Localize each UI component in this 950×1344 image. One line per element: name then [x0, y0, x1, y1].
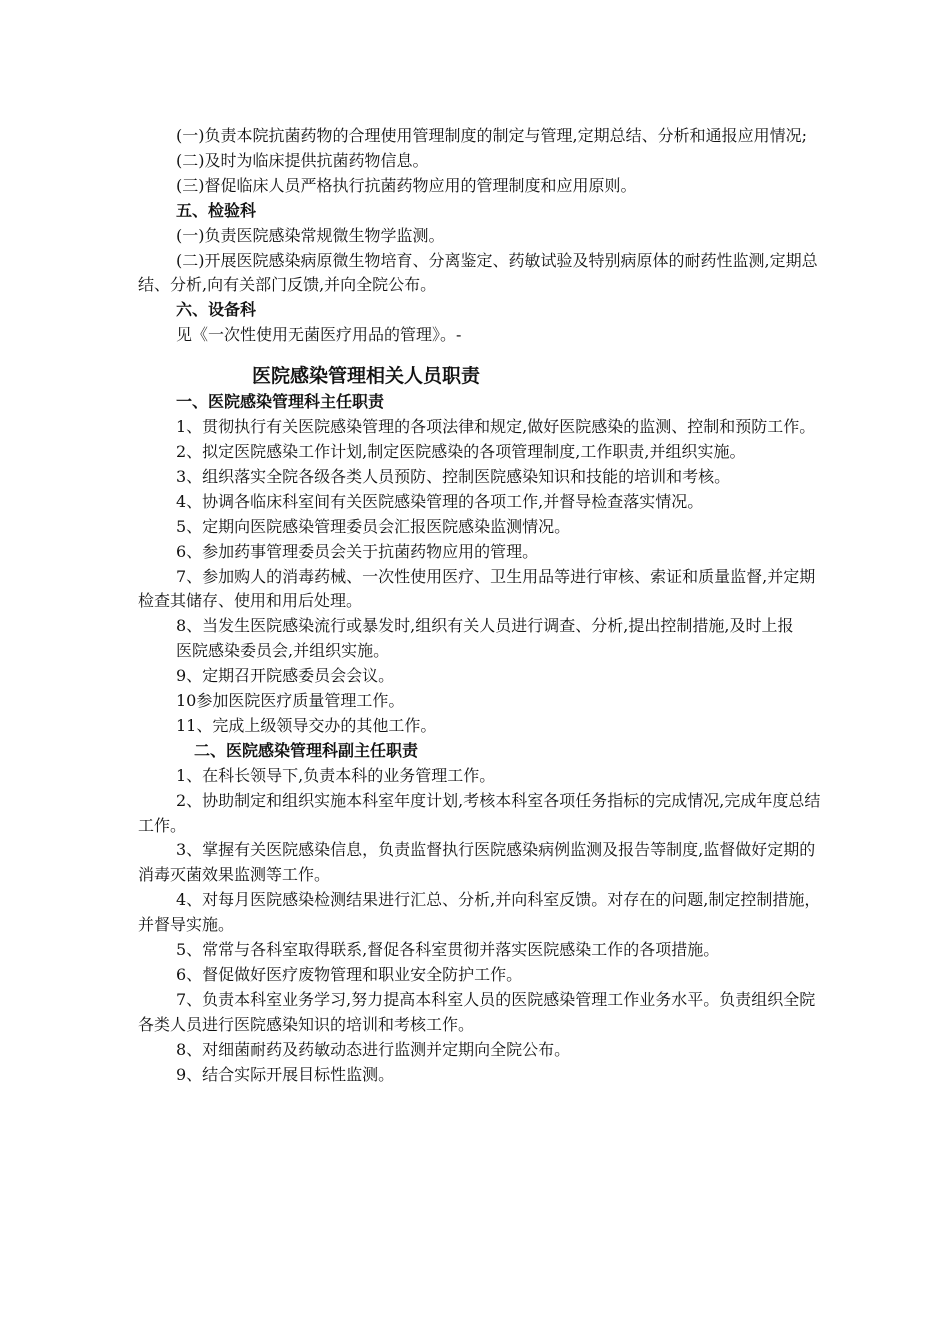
equipment-heading: 六、设备科 [176, 300, 257, 320]
deputy-item-3: 3、掌握有关医院感染信息，负责监督执行医院感染病例监测及报告等制度,监督做好定期的消毒灭菌效果监测等工作。 [138, 840, 816, 885]
deputy-item-9: 9、结合实际开展目标性监测。 [176, 1064, 395, 1084]
deputy-item-8: 8、对细菌耐药及药敏动态进行监测并定期向全院公布。 [176, 1039, 571, 1059]
director-item-7: 7、参加购人的消毒药械、一次性使用医疗、卫生用品等进行审核、索证和质量监督,并定期检查其储存、使用和用后处理。 [138, 566, 816, 611]
director-item-2: 2、拟定医院感染工作计划,制定医院感染的各项管理制度,工作职责,并组织实施。 [176, 441, 746, 461]
lab-item-1: (一)负责医院感染常规微生物学监测。 [176, 225, 445, 245]
pharmacy-item-3: (三)督促临床人员严格执行抗菌药物应用的管理制度和应用原则。 [176, 175, 637, 195]
deputy-item-1: 1、在科长领导下,负责本科的业务管理工作。 [176, 765, 496, 785]
deputy-item-7: 7、负责本科室业务学习,努力提高本科室人员的医院感染管理工作业务水平。负责组织全院各类人员进行医院感染知识的培训和考核工作。 [138, 989, 816, 1034]
director-item-8-cont: 医院感染委员会,并组织实施。 [176, 641, 390, 661]
deputy-item-4: 4、对每月医院感染检测结果进行汇总、分析,并向科室反馈。对存在的问题,制定控制措施，并督导实施。 [138, 890, 821, 935]
director-item-4: 4、协调各临床科室间有关医院感染管理的各项工作,并督导检查落实情况。 [176, 491, 704, 511]
deputy-heading: 二、医院感染管理科副主任职责 [194, 740, 419, 760]
director-item-10: 10参加医院医疗质量管理工作。 [176, 691, 405, 711]
lab-item-2: (二)开展医院感染病原微生物培育、分离鉴定、药敏试验及特别病原体的耐药性监测,定期总结、分析,向有关部门反馈,并向全院公布。 [138, 250, 818, 295]
director-heading: 一、医院感染管理科主任职责 [176, 392, 385, 412]
director-item-11: 11、完成上级领导交办的其他工作。 [176, 715, 437, 735]
director-item-5: 5、定期向医院感染管理委员会汇报医院感染监测情况。 [176, 516, 571, 536]
deputy-item-2: 2、协助制定和组织实施本科室年度计划,考核本科室各项任务指标的完成情况,完成年度总结工作。 [138, 790, 821, 835]
deputy-item-6: 6、督促做好医疗废物管理和职业安全防护工作。 [176, 965, 523, 984]
director-item-1: 1、贯彻执行有关医院感染管理的各项法律和规定,做好医院感染的监测、控制和预防工作。 [176, 417, 816, 437]
deputy-item-5: 5、常常与各科室取得联系,督促各科室贯彻并落实医院感染工作的各项措施。 [176, 940, 720, 960]
lab-heading: 五、检验科 [176, 200, 257, 220]
director-item-9: 9、定期召开院感委员会会议。 [176, 666, 395, 686]
director-item-3: 3、组织落实全院各级各类人员预防、控制医院感染知识和技能的培训和考核。 [176, 466, 731, 486]
equipment-item-1: 见《一次性使用无菌医疗用品的管理》。- [176, 325, 462, 345]
doc-title: 医院感染管理相关人员职责 [252, 365, 481, 388]
pharmacy-item-2: (二)及时为临床提供抗菌药物信息。 [176, 150, 429, 170]
director-item-8: 8、当发生医院感染流行或暴发时,组织有关人员进行调查、分析,提出控制措施,及时上报 [176, 616, 794, 636]
director-item-6: 6、参加药事管理委员会关于抗菌药物应用的管理。 [176, 541, 539, 561]
pharmacy-item-1: (一)负责本院抗菌药物的合理使用管理制度的制定与管理,定期总结、分析和通报应用情况; [176, 126, 807, 145]
